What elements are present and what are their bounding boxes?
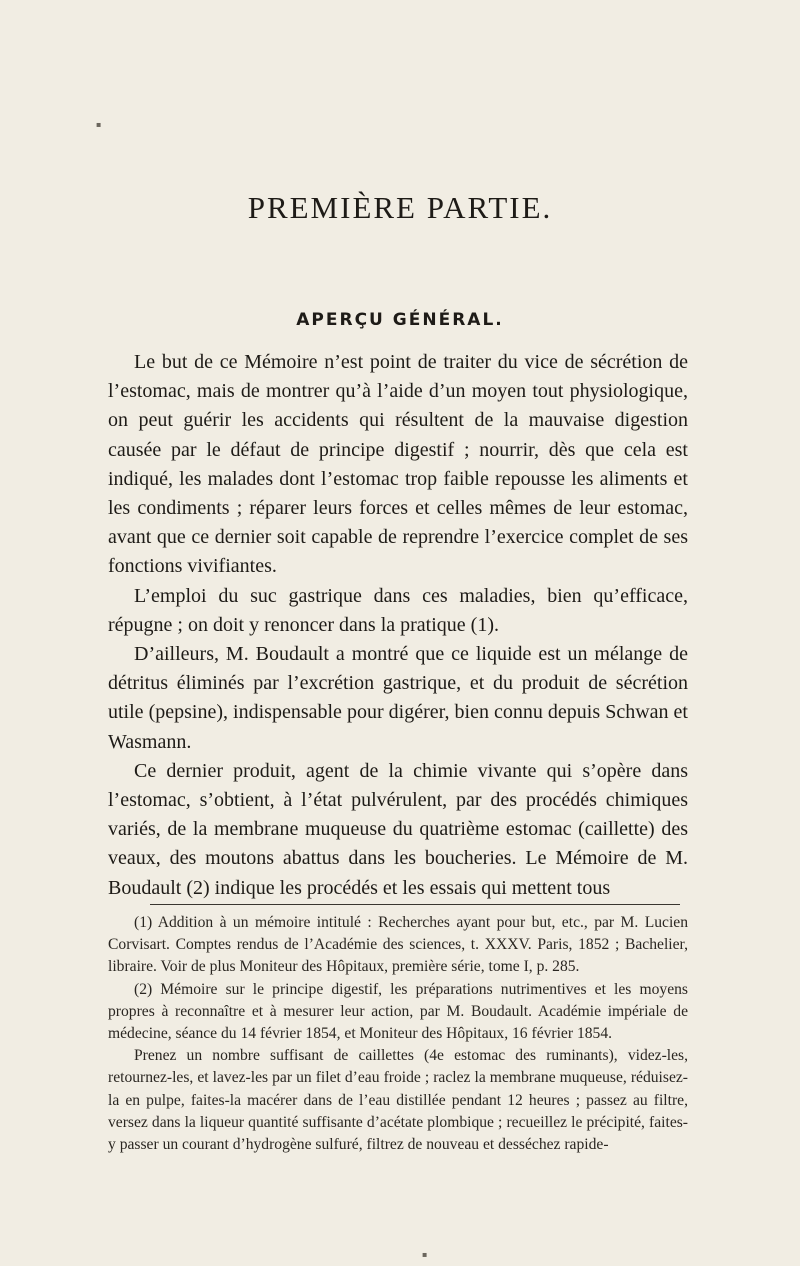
body-paragraph: D’ailleurs, M. Boudault a montré que ce liquide est un mélange de détritus éliminés par l’excrétion gastrique, et du produit de sécrétion utile (pepsine), indispensable pour digérer, bien connu depuis Schwan et Wasmann. — [108, 643, 688, 753]
body-paragraph: Le but de ce Mémoire n’est point de traiter du vice de sécrétion de l’estomac, mais de montrer qu’à l’aide d’un moyen tout physiologique, on peut guérir les accidents qui résultent de la mauvaise digestion causée par le défaut de principe digestif ; nourrir, dès que cela est indiqué, les malades dont l’estomac trop faible repousse les aliments et les condiments ; réparer leurs forces et celles mêmes de leur estomac, avant que ce dernier soit capable de reprendre l’exercice complet de ses fonctions vivifiantes. — [108, 351, 688, 578]
section-title: APERÇU GÉNÉRAL. — [296, 310, 504, 330]
part-title: PREMIÈRE PARTIE. — [247, 190, 553, 225]
body-paragraph: Ce dernier produit, agent de la chimie vivante qui s’opère dans l’estomac, s’obtient, à l’état pulvérulent, par des procédés chimiques variés, de la membrane muqueuse du quatrième estomac (caillette) des veaux, des moutons abattus dans les boucheries. Le Mémoire de M. Boudault (2) indique les procédés et les essais qui mettent tous — [108, 759, 688, 899]
footnote: (1) Addition à un mémoire intitulé : Recherches ayant pour but, etc., par M. Lucien Corvisart. Comptes rendus de l’Académie des sciences, t. XXXV. Paris, 1852 ; Bachelier, libraire. Voir de plus Moniteur des Hôpitaux, première série, tome I, p. 285. — [108, 914, 688, 976]
print-speck: ▪ — [96, 120, 102, 129]
footnotes — [108, 912, 688, 1156]
footnote: (2) Mémoire sur le principe digestif, les préparations nutrimentives et les moyens propres à reconnaître et à mesurer leur action, par M. Boudault. Académie impériale de médecine, séance du 14 février 1854, et Moniteur des Hôpitaux, 16 février 1854. — [108, 980, 688, 1043]
footnote-divider — [150, 904, 680, 905]
body-text — [108, 348, 688, 903]
footnote-continuation: Prenez un nombre suffisant de caillettes (4e estomac des ruminants), videz-les, retournez-les, et lavez-les par un filet d’eau froide ; raclez la membrane muqueuse, réduisez-la en pulpe, faites-la macérer dans de l’eau distillée pendant 12 heures ; passez au filtre, versez dans la liqueur quantité suffisante d’acétate plombique ; recueillez le précipité, faites-y passer un courant d’hydrogène sulfuré, filtrez de nouveau et desséchez rapide- — [108, 1047, 688, 1154]
print-speck: ▪ — [422, 1250, 428, 1259]
body-paragraph: L’emploi du suc gastrique dans ces maladies, bien qu’efficace, répugne ; on doit y renoncer dans la pratique (1). — [108, 584, 688, 636]
